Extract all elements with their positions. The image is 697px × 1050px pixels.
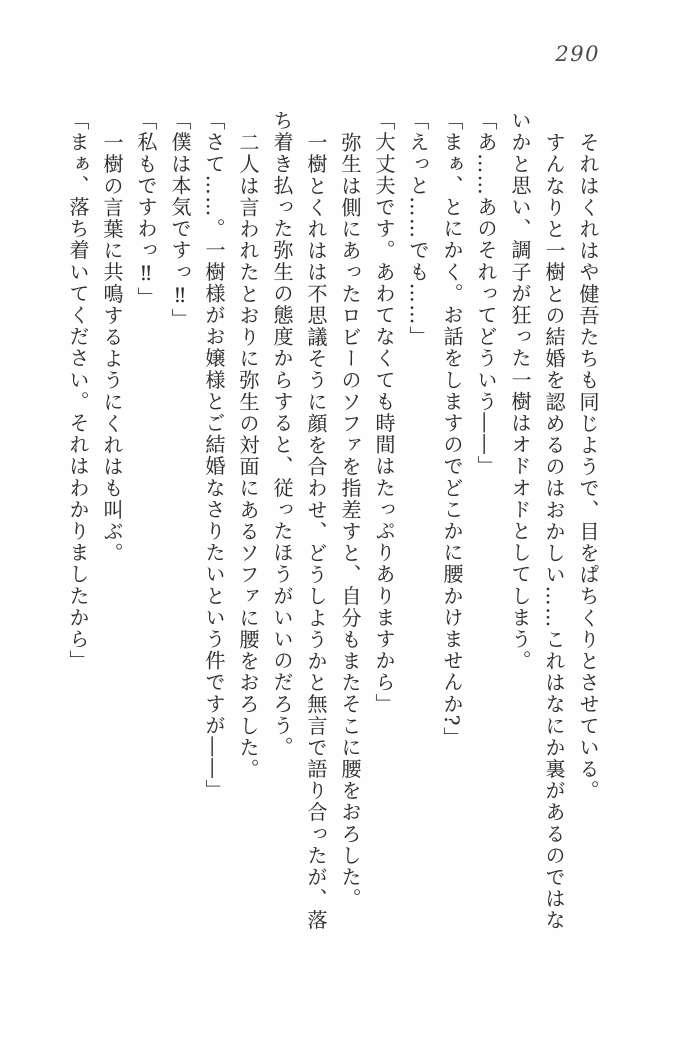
text-line: すんなりと一樹との結婚を認めるのはおかしい……これはなにか裏があるのではな	[542, 131, 566, 931]
text-line: 二人は言われたとおりに弥生の対面にあるソファに腰をおろした。	[236, 131, 260, 780]
text-line: 弥生は側にあったロビーのソファを指差すと、自分もまたそこに腰をおろした。	[338, 131, 362, 910]
text-line: 「まぁ、落ち着いてください。それはわかりましたから」	[66, 110, 90, 672]
text-line: 「私もですわっ‼」	[134, 110, 158, 309]
text-line: 「僕は本気ですっ‼」	[168, 110, 192, 330]
text-line: 「あ……あのそれってどういう――」	[474, 110, 498, 478]
text-line: いかと思い、調子が狂った一樹はオドオドとしてしまう。	[508, 110, 532, 672]
text-line: それはくれはや健吾たちも同じようで、目をぱちくりとさせている。	[576, 131, 600, 802]
text-line: 「まぁ、とにかく。お話をしますのでどこかに腰かけませんか?」	[440, 110, 464, 749]
text-line: 「えっと……でも……」	[406, 110, 430, 348]
text-line: ち着き払った弥生の態度からすると、従ったほうがいいのだろう。	[270, 110, 294, 758]
text-line: 「大丈夫です。あわてなくても時間はたっぷりありますから」	[372, 110, 396, 715]
text-line: 一樹の言葉に共鳴するようにくれはも叫ぶ。	[100, 131, 124, 564]
text-line: 一樹とくれはは不思議そうに顔を合わせ、どうしようかと無言で語り合ったが、落	[304, 131, 328, 931]
text-line: 「さて……。一樹様がお嬢様とご結婚なさりたいという件ですが――」	[202, 110, 226, 802]
text-block	[61, 110, 605, 962]
page-number: 290	[555, 42, 600, 66]
